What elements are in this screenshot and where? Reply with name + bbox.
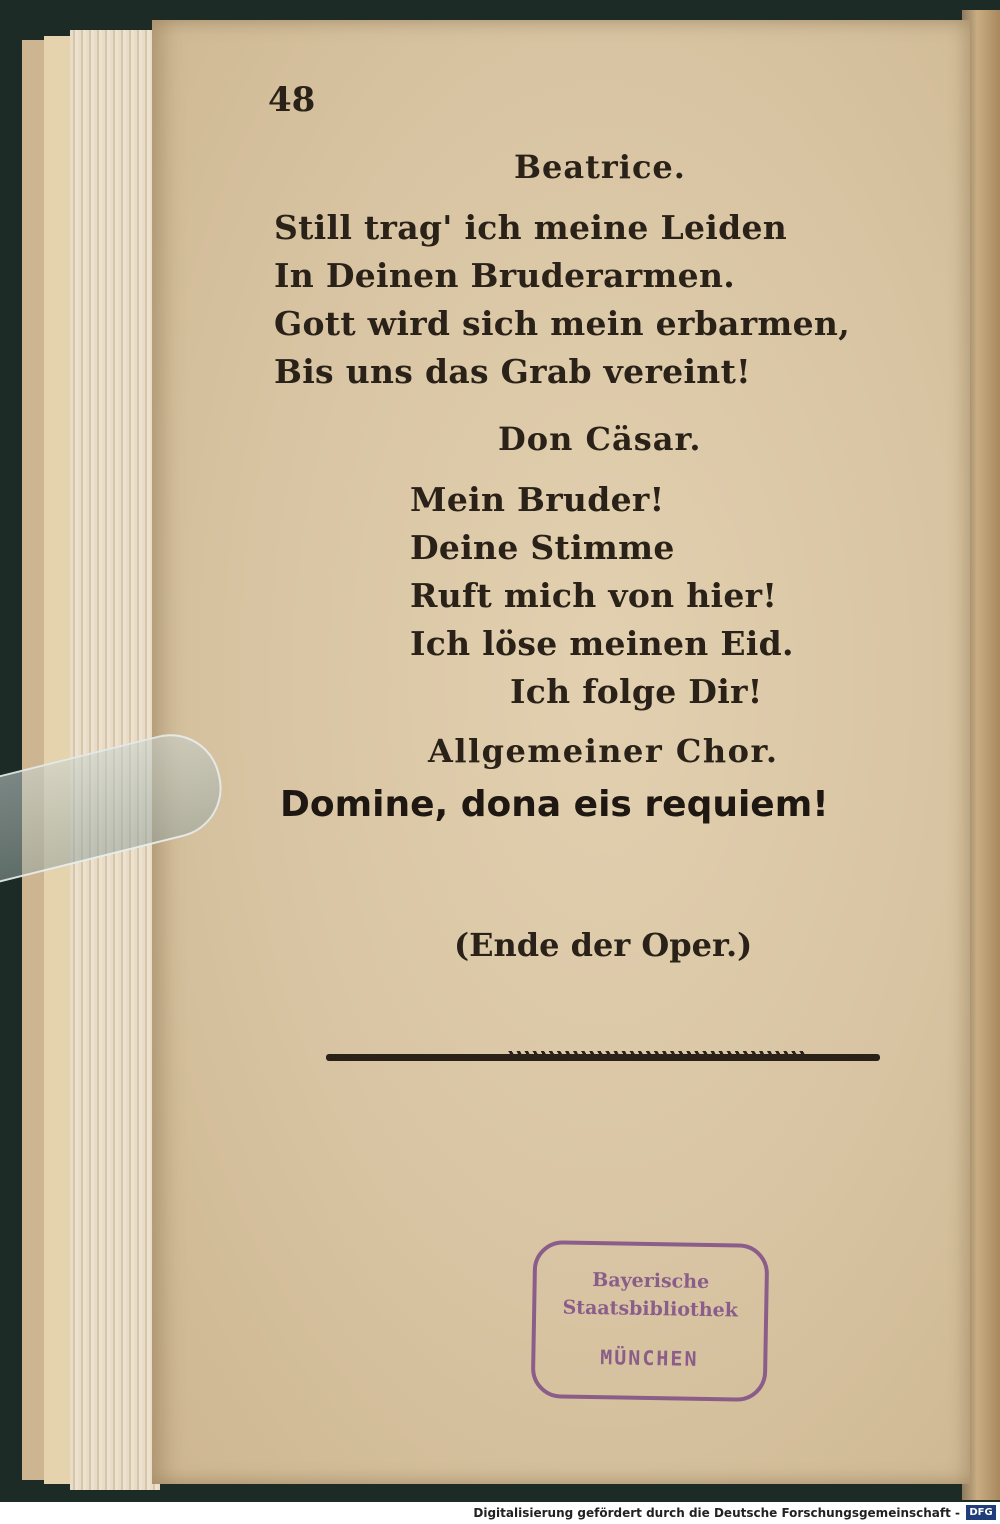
verse-line: Deine Stimme (410, 528, 675, 567)
speaker-heading: Don Cäsar. (498, 420, 702, 458)
speaker-heading: Allgemeiner Chor. (428, 732, 779, 770)
verse-line: In Deinen Bruderarmen. (274, 256, 736, 295)
verse-line: Gott wird sich mein erbarmen, (274, 304, 850, 343)
library-stamp (531, 1240, 770, 1402)
verse-line: Bis uns das Grab vereint! (274, 352, 751, 391)
footer-bar (0, 1502, 1000, 1524)
verse-line: Domine, dona eis requiem! (280, 784, 829, 825)
page-number: 48 (268, 80, 316, 120)
dfg-logo-icon: DFG (966, 1505, 996, 1520)
ornamental-rule (326, 1054, 880, 1061)
verse-line: Mein Bruder! (410, 480, 665, 519)
stamp-text: Staatsbibliothek (562, 1296, 739, 1322)
verse-line: Still trag' ich meine Leiden (274, 208, 788, 247)
verse-line: Ich folge Dir! (510, 672, 763, 711)
stamp-text: MÜNCHEN (599, 1345, 699, 1371)
end-note: (Ende der Oper.) (454, 926, 753, 964)
verse-line: Ruft mich von hier! (410, 576, 778, 615)
stamp-text: Bayerische (592, 1268, 710, 1294)
verse-line: Ich löse meinen Eid. (410, 624, 794, 663)
footer-credit: Digitalisierung gefördert durch die Deutsche Forschungsgemeinschaft - (473, 1506, 960, 1520)
speaker-heading: Beatrice. (514, 148, 686, 186)
book-page (152, 20, 970, 1484)
